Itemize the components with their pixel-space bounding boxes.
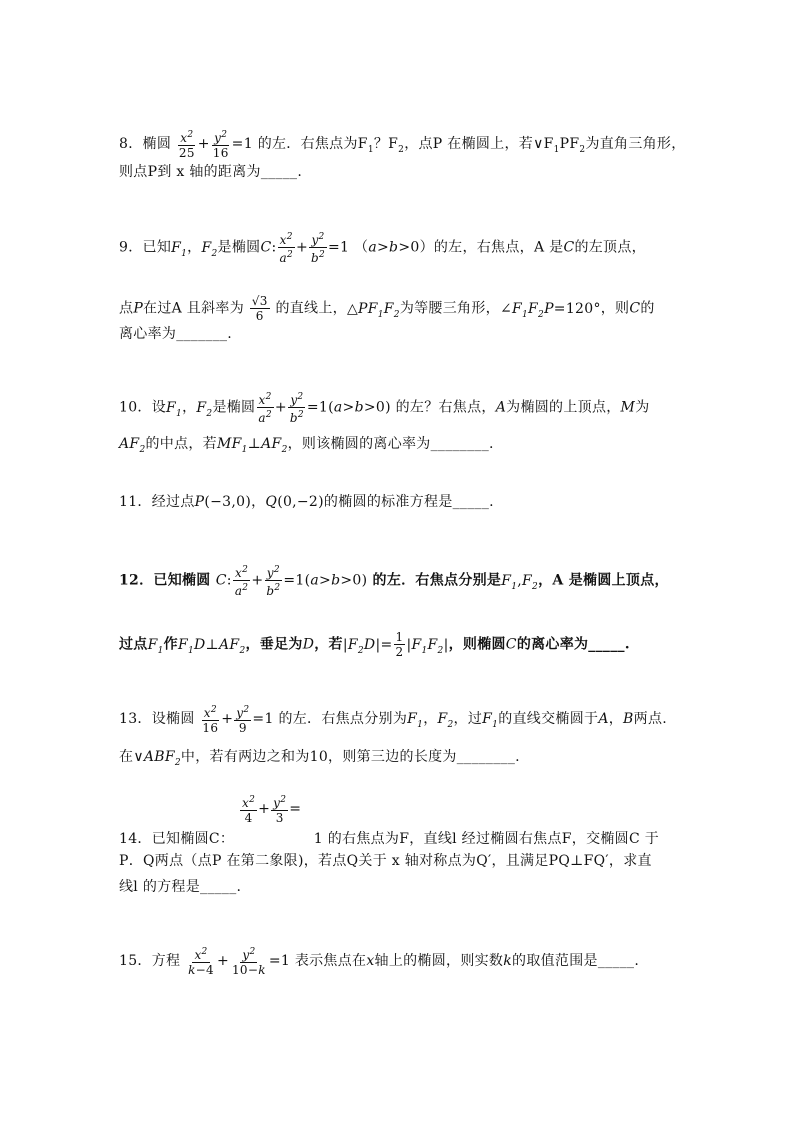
math-a-gt-b-gt-0: a>b>0 [368,239,420,256]
problem-12-line-2: 过点$F_1$作$F_1D\perp AF_2$，垂足为D，若$|F_2D|=$ $\frac{1}{2}$ $|F_1F_2|$，则椭圆C的离心率为_____. [119,630,630,659]
math-F2D-half-F1F2: $|F_2D|=$ [342,636,393,656]
problem-14-line-1: 14．已知椭圆C： $\frac{x^2}{4}$ + $\frac{y^2}{3}$ = 1 的右焦点为F，直线l 经过椭圆右焦点F，交椭圆C 于 [119,795,660,847]
problem-14-line-2: P．Q两点（点P 在第二象限)，若点Q关于 x 轴对称点为Q′，且满足PQ⊥FQ′，求直 [119,853,652,869]
math-ellipse-eq: C: [260,239,277,256]
problem-11: 11．经过点P(−3,0)，Q(0,−2)的椭圆的标准方程是_____. [119,494,494,510]
problem-13-line-2: 在$\vee ABF_2$中，若有两边之和为10，则第三边的长度为________. [119,749,520,768]
math-y2-over-10-k: $\frac{y^2}{10-k}$ [232,947,266,977]
math-angle-120: $\angle F_1F_2P=120^\circ$ [499,300,601,320]
problem-10-line-2: $AF_2$的中点，若$MF_1\perp AF_2$，则该椭圆的离心率为________. [119,436,494,455]
math-F1: $F_1$ [171,239,188,259]
math-x2-over-k-4: $\frac{x^2}{k-4}$ [188,947,214,977]
problem-9-line-1: 9．已知$F_1$，$F_2$是椭圆C: $\frac{x^2}{a^2}$ + $\frac{y^2}{b^2}$ =1 （a>b>0）的左，右焦点，A 是C的左顶点， [119,232,646,265]
math-triangle-PF1F2: $\triangle PF_1F_2$ [346,300,400,320]
problem-10-line-1: 10．设$F_1$，$F_2$是椭圆 $\frac{x^2}{a^2}$ + $\frac{y^2}{b^2}$ =1(a>b>0) 的左？右焦点，A为椭圆的上顶点，M为 [119,392,650,425]
math-x2-over-25: $\frac{x^2}{25}$ [178,130,195,160]
problem-9-line-3: 离心率为_______. [119,326,233,342]
problem-14-line-3: 线l 的方程是_____. [119,879,242,895]
math-eq-1-condition: =1(a>b>0) [306,399,391,416]
math-y2-over-9: $\frac{y^2}{9}$ [236,705,250,735]
problem-13-line-1: 13．设椭圆 $\frac{x^2}{16}$ + $\frac{y^2}{9}$ =1 的左．右焦点分别为$F_1$，$F_2$，过$F_1$的直线交椭圆于A，B两点. [119,705,667,735]
math-triangle-ABF2: $\vee ABF_2$ [133,749,181,768]
math-x2-4-y2-3: $\frac{x^2}{4}$ + $\frac{y^2}{3}$ = [242,795,302,825]
math-F1D-perp-AF2: $F_1D\perp AF_2$ [177,636,246,656]
problem-15: 15．方程 $\frac{x^2}{k-4}$ + $\frac{y^2}{10-k}$ =1 表示焦点在x轴上的椭圆，则实数k的取值范围是_____. [119,947,640,977]
math-F2: $F_2$ [201,239,218,259]
math-point-Q: Q(0,−2) [265,494,324,510]
math-x2-over-16: $\frac{x^2}{16}$ [202,705,219,735]
math-point-P: P(−3,0) [194,494,252,510]
math-sqrt3-over-6: $\frac{√3}{6}$ [251,294,268,323]
problem-9-line-2: 点P在过A 且斜率为 $\frac{√3}{6}$ 的直线上，$\triangle PF_1F_2$为等腰三角形，$\angle F_1F_2P=120^\circ$，则C的 [119,294,655,323]
problem-8-line-1: 8．椭圆 $\frac{x^2}{25}$ + $\frac{y^2}{16}$ =1 的左．右焦点为$F_1$？$F_2$，点P 在椭圆上，若$\vee F_1PF_2$为直角三角形， [119,130,686,160]
problem-12-line-1: 12．已知椭圆 C: $\frac{x^2}{a^2}$ + $\frac{y^2}{b^2}$ =1(a>b>0) 的左．右焦点分别是$F_1,F_2$，A 是椭圆上顶点， [119,565,669,598]
math-y2-over-16: $\frac{y^2}{16}$ [212,130,229,160]
problem-8-line-2: 则点P到 x 轴的距离为_____. [119,164,303,180]
math-MF1-perp-AF2: $MF_1\perp AF_2$ [216,436,288,455]
